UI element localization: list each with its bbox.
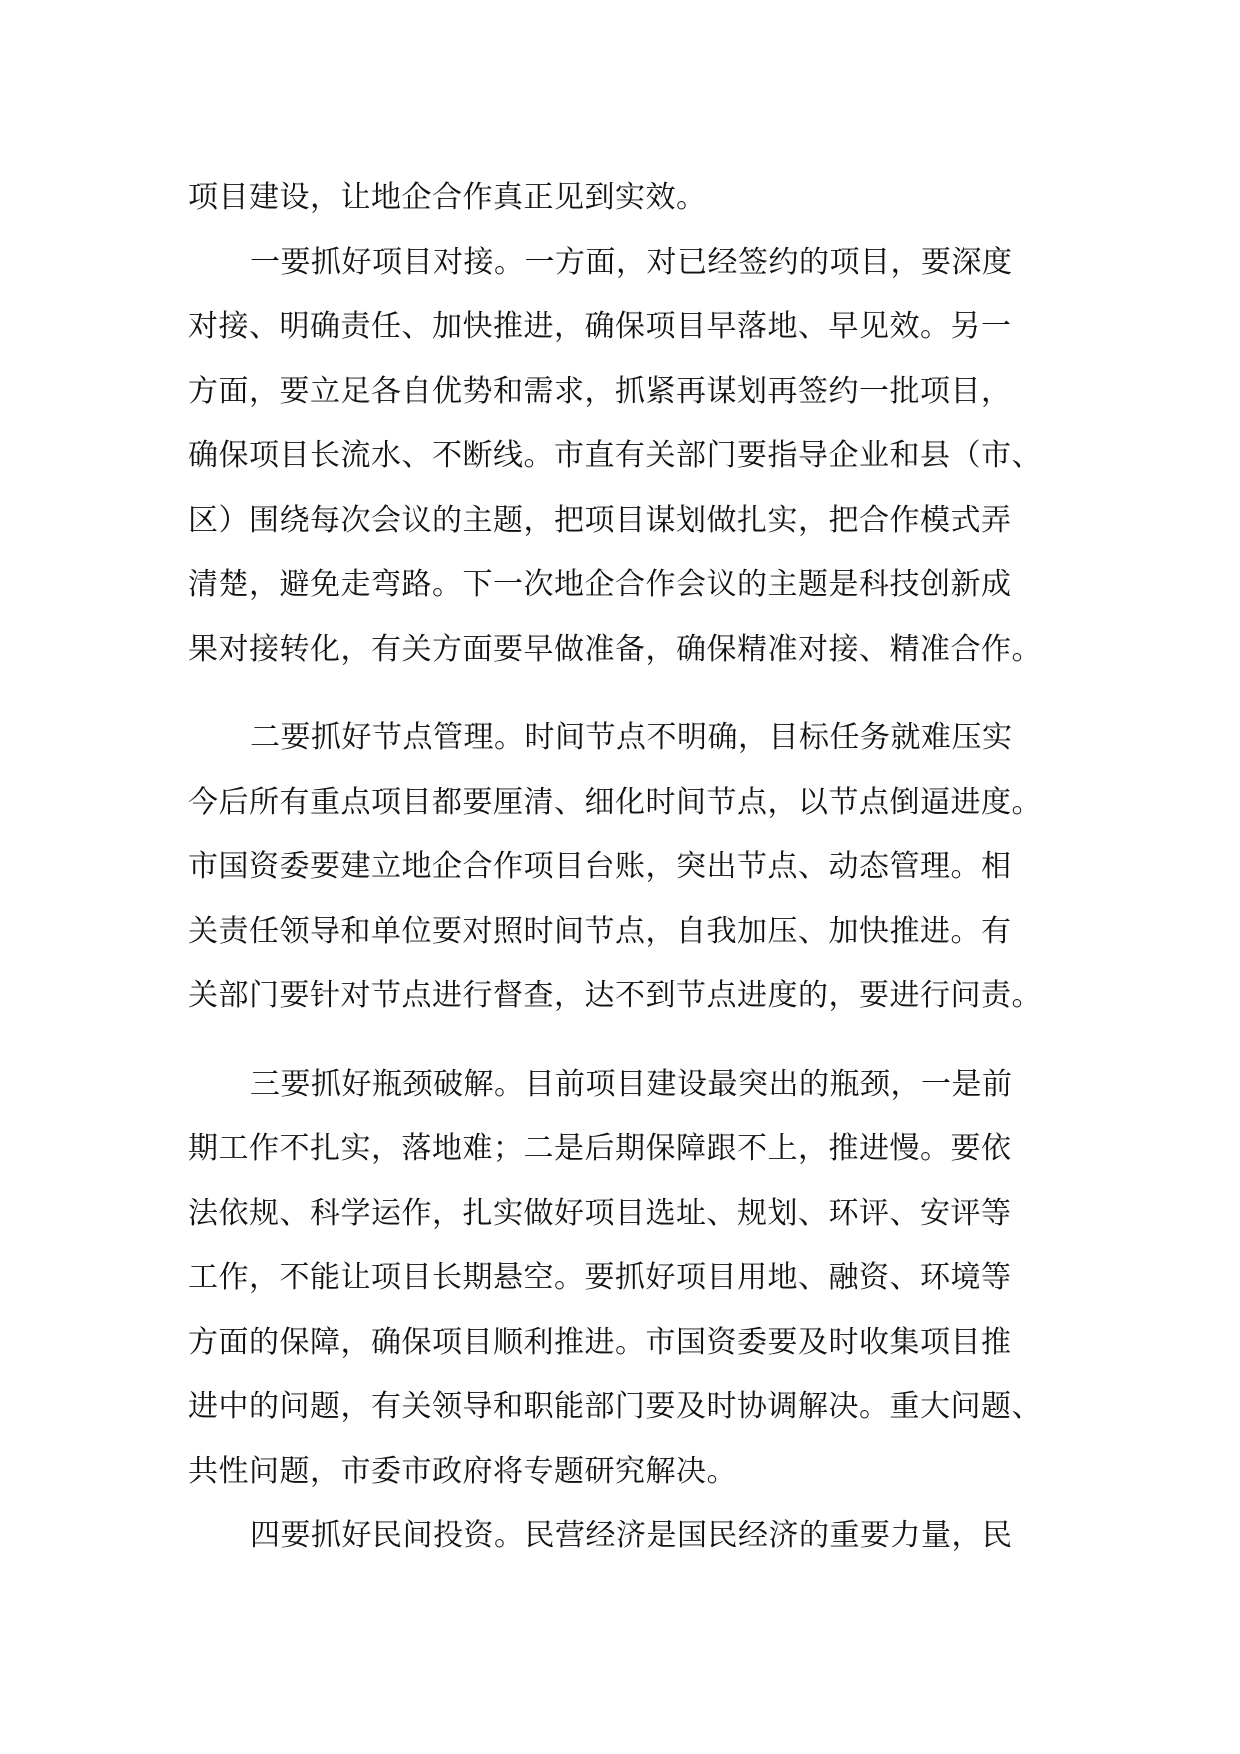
paragraph-first-line: 三要抓好瓶颈破解。目前项目建设最突出的瓶颈，一是前	[250, 1066, 1013, 1102]
text-line: 方面的保障，确保项目顺利推进。市国资委要及时收集项目推	[188, 1324, 1012, 1360]
text-line: 关责任领导和单位要对照时间节点，自我加压、加快推进。有	[188, 913, 1012, 949]
text-line: 今后所有重点项目都要厘清、细化时间节点，以节点倒逼进度。	[188, 784, 1042, 820]
paragraph-first-line: 二要抓好节点管理。时间节点不明确，目标任务就难压实	[250, 720, 1013, 755]
text-line: 方面，要立足各自优势和需求，抓紧再谋划再签约一批项目，	[188, 373, 1012, 409]
text-line: 确保项目长流水、不断线。市直有关部门要指导企业和县（市、	[188, 438, 1042, 473]
text-line: 关部门要针对节点进行督查，达不到节点进度的，要进行问责。	[188, 978, 1042, 1013]
text-line: 清楚，避免走弯路。下一次地企合作会议的主题是科技创新成	[188, 567, 1012, 602]
text-line: 果对接转化，有关方面要早做准备，确保精准对接、精准合作。	[188, 631, 1042, 667]
text-line: 对接、明确责任、加快推进，确保项目早落地、早见效。另一	[188, 309, 1012, 344]
text-line: 项目建设，让地企合作真正见到实效。	[188, 180, 707, 215]
text-line: 进中的问题，有关领导和职能部门要及时协调解决。重大问题、	[188, 1389, 1042, 1424]
text-line: 法依规、科学运作，扎实做好项目选址、规划、环评、安评等	[188, 1195, 1012, 1231]
paragraph-first-line: 一要抓好项目对接。一方面，对已经签约的项目，要深度	[250, 244, 1013, 280]
text-line: 市国资委要建立地企合作项目台账，突出节点、动态管理。相	[188, 849, 1012, 884]
document-body	[188, 166, 1068, 1569]
text-line: 共性问题，市委市政府将专题研究解决。	[188, 1453, 737, 1489]
text-line: 期工作不扎实，落地难；二是后期保障跟不上，推进慢。要依	[188, 1131, 1012, 1166]
text-line: 区）围绕每次会议的主题，把项目谋划做扎实，把合作模式弄	[188, 502, 1012, 538]
text-line: 工作，不能让项目长期悬空。要抓好项目用地、融资、环境等	[188, 1260, 1012, 1295]
paragraph-first-line: 四要抓好民间投资。民营经济是国民经济的重要力量，民	[250, 1518, 1013, 1553]
